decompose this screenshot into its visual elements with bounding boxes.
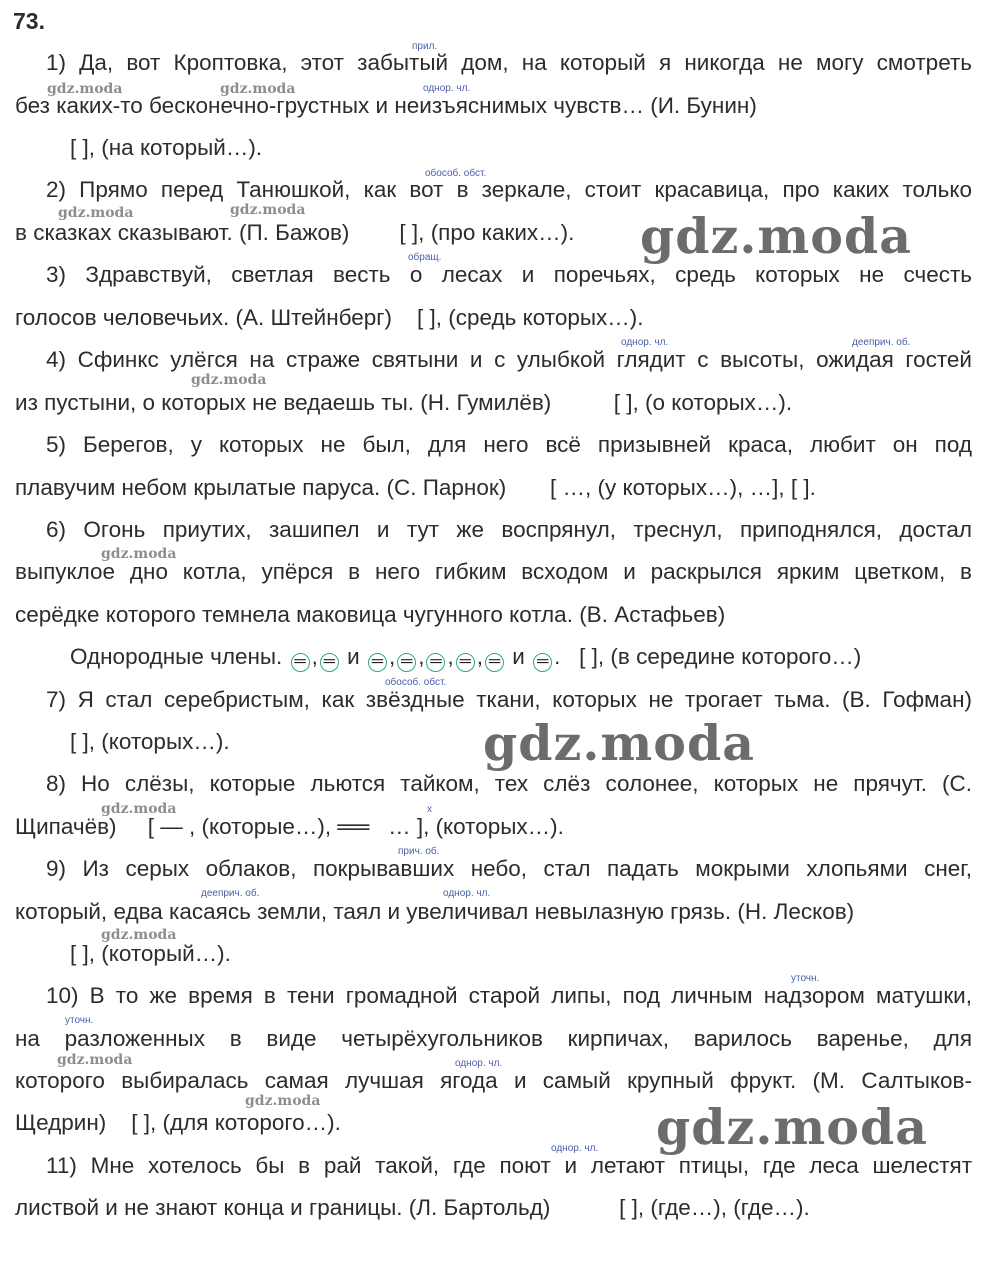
text-line-12: 6) Огонь приутих, зашипел и тут же воспрянул, треснул, приподнялся, достал: [46, 517, 972, 542]
text-line-17: 8) Но слёзы, которые льются тайком, тех слёз солонее, которых не прячут. (С.: [46, 771, 972, 796]
homogeneous-member-icon: ═: [456, 653, 475, 672]
comma: ,: [311, 644, 318, 669]
text-line-18: Щипачёв) [ — , (которые…), ══ … ], (которых…).: [15, 814, 564, 839]
text-line-1: 1) Да, вот Кроптовка, этот забытый дом, на который я никогда не могу смотреть: [46, 50, 972, 75]
homogeneous-member-icon: ═: [426, 653, 445, 672]
watermark-big: gdz.moda: [483, 714, 755, 772]
scheme-line-1: [ ], (на который…).: [70, 135, 263, 160]
homogeneous-member-icon: ═: [533, 653, 552, 672]
homogeneous-member-icon: ═: [291, 653, 310, 672]
text-line-11: плавучим небом крылатые паруса. (С. Парнок) [ …, (у которых…), …], [ ].: [15, 475, 816, 500]
grammar-note: обособ. обст.: [425, 168, 487, 179]
scheme-line-7: [ ], (которых…).: [70, 729, 230, 754]
text-line-10: 5) Берегов, у которых не был, для него всё призывней краса, любит он под: [46, 432, 972, 457]
scheme-line-9: [ ], (который…).: [70, 941, 231, 966]
grammar-note: уточн.: [791, 973, 820, 984]
text-line-22: 10) В то же время в тени громадной старой липы, под личным надзором матушки,: [46, 983, 972, 1008]
grammar-note: однор. чл.: [455, 1058, 503, 1069]
text-line-8: 4) Сфинкс улёгся на страже святыни и с улыбкой глядит с высоты, ожидая гостей: [46, 347, 972, 372]
text-line-4: 2) Прямо перед Танюшкой, как вот в зеркале, стоит красавица, про каких только: [46, 177, 972, 202]
watermark-small: gdz.moda: [57, 1052, 133, 1068]
watermark-small: gdz.moda: [101, 546, 177, 562]
homogeneous-member-icon: ═: [397, 653, 416, 672]
grammar-note: уточн.: [65, 1015, 94, 1026]
text-line-7: голосов человечьих. (А. Штейнберг) [ ], (средь которых…).: [15, 305, 644, 330]
text-line-23: на разложенных в виде четырёхугольников кирпичах, варилось варенье, для: [15, 1026, 972, 1051]
text-line-26: 11) Мне хотелось бы в рай такой, где поют и летают птицы, где леса шелестят: [46, 1153, 972, 1178]
exercise-number: 73.: [13, 8, 45, 34]
comma: ,: [388, 644, 396, 669]
watermark-small: gdz.moda: [101, 927, 177, 943]
watermark-small: gdz.moda: [245, 1093, 321, 1109]
grammar-note: x: [427, 804, 432, 815]
text-line-6: 3) Здравствуй, светлая весть о лесах и поречьях, средь которых не счесть: [46, 262, 972, 287]
text-line-19: 9) Из серых облаков, покрывавших небо, стал падать мокрыми хлопьями снег,: [46, 856, 972, 881]
grammar-note: однор. чл.: [443, 888, 491, 899]
grammar-note: обращ.: [408, 252, 442, 263]
grammar-note: прил.: [412, 41, 438, 52]
text-line-20: который, едва касаясь земли, таял и увеличивал невылазную грязь. (Н. Лесков): [15, 899, 855, 924]
homogeneous-scheme: [ ], (в середине которого…): [579, 644, 862, 669]
text-line-5: в сказках сказывают. (П. Бажов) [ ], (про каких…).: [15, 220, 575, 245]
watermark-big: gdz.moda: [640, 207, 912, 265]
grammar-note: прич. об.: [398, 846, 440, 857]
watermark-small: gdz.moda: [101, 801, 177, 817]
comma: ,: [476, 644, 484, 669]
grammar-note: однор. чл.: [551, 1143, 599, 1154]
homogeneous-member-icon: ═: [368, 653, 387, 672]
text-line-2: без каких-то бесконечно-грустных и неизъяснимых чувств… (И. Бунин): [15, 93, 757, 118]
period: .: [554, 644, 561, 669]
homogeneous-label: Однородные члены.: [70, 644, 283, 669]
text-line-13: выпуклое дно котла, упёрся в него гибким всходом и раскрылся ярким цветком, в: [15, 559, 972, 584]
text-line-24: которого выбиралась самая лучшая ягода и самый крупный фрукт. (М. Салтыков-: [15, 1068, 972, 1093]
grammar-note: однор. чл.: [423, 83, 471, 94]
comma: ,: [418, 644, 425, 669]
text-line-14: серёдке которого темнела маковица чугунного котла. (В. Астафьев): [15, 602, 726, 627]
text-line-25: Щедрин) [ ], (для которого…).: [15, 1110, 341, 1135]
grammar-note: однор. чл.: [621, 337, 669, 348]
homogeneous-line: [70, 643, 861, 672]
watermark-small: gdz.moda: [220, 81, 296, 97]
grammar-note: дееприч. об.: [201, 888, 260, 899]
comma: ,: [447, 644, 454, 669]
homogeneous-member-icon: ═: [320, 653, 339, 672]
and-word: и: [347, 644, 360, 669]
homogeneous-member-icon: ═: [485, 653, 504, 672]
text-line-15: 7) Я стал серебристым, как звёздные ткани, которых не трогает тьма. (В. Гофман): [46, 687, 972, 712]
grammar-note: обособ. обст.: [385, 677, 447, 688]
watermark-big: gdz.moda: [656, 1098, 928, 1156]
watermark-small: gdz.moda: [58, 205, 134, 221]
and-word: и: [512, 644, 525, 669]
watermark-small: gdz.moda: [230, 202, 306, 218]
watermark-small: gdz.moda: [47, 81, 123, 97]
text-line-27: листвой и не знают конца и границы. (Л. Бартольд) [ ], (где…), (где…).: [15, 1195, 810, 1220]
grammar-note: дееприч. об.: [852, 337, 911, 348]
watermark-small: gdz.moda: [191, 372, 267, 388]
text-line-9: из пустыни, о которых не ведаешь ты. (Н. Гумилёв) [ ], (о которых…).: [15, 390, 793, 415]
